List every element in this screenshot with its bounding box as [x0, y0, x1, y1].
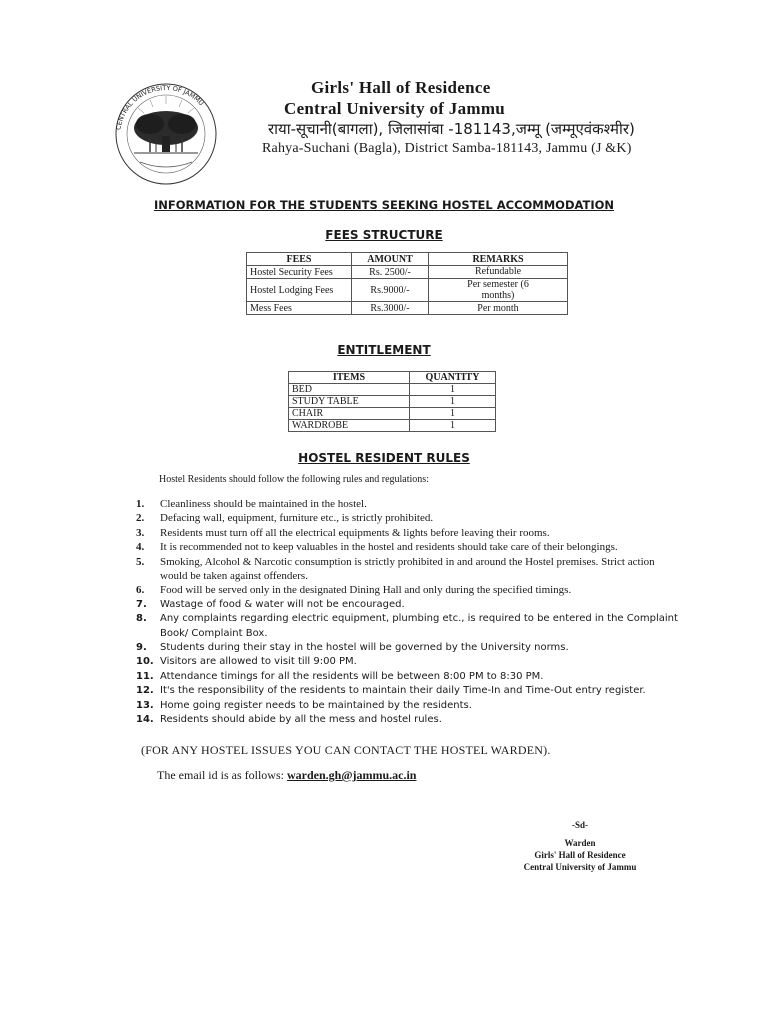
column-header: QUANTITY: [410, 372, 496, 384]
list-item: 13. Home going register needs to be maintained by the residents.: [136, 699, 472, 711]
fees-heading: FEES STRUCTURE: [325, 228, 443, 242]
fee-remarks: Per semester (6 months): [429, 279, 568, 302]
list-item: 1. Cleanliness should be maintained in the hostel.: [136, 498, 367, 510]
table-row: [247, 302, 568, 315]
rule-text: Cleanliness should be maintained in the hostel.: [160, 498, 367, 510]
email-link[interactable]: warden.gh@jammu.ac.in: [286, 768, 417, 782]
list-item: 2. Defacing wall, equipment, furniture etc., is strictly prohibited.: [136, 512, 434, 525]
fee-remarks: Refundable: [429, 266, 568, 279]
fee-name: Hostel Security Fees: [247, 266, 352, 279]
list-item: 6. Food will be served only in the designated Dining Hall and only during the specified timings.: [136, 584, 572, 597]
item-quantity: 1: [410, 420, 496, 432]
item-name: WARDROBE: [289, 420, 410, 432]
fee-amount: Rs.3000/-: [352, 302, 429, 315]
table-row: [289, 384, 496, 396]
fee-remarks: Per month: [429, 302, 568, 315]
list-item: 8. Any complaints regarding electric equipment, plumbing etc., is required to be entered in the Complaint Book/ Complaint Box.: [136, 613, 678, 639]
logo-text: CENTRAL UNIVERSITY OF JAMMU: [114, 83, 206, 131]
table-row: [289, 396, 496, 408]
list-item: 7. Wastage of food & water will not be encouraged.: [136, 598, 405, 610]
university-name: Central University of Jammu: [284, 99, 506, 118]
signatory-org: Girls' Hall of Residence: [534, 850, 626, 860]
signatory-university: Central University of Jammu: [523, 862, 637, 872]
list-item: 4. It is recommended not to keep valuables in the hostel and residents should take care of their belongings.: [136, 541, 618, 554]
column-header: FEES: [247, 253, 352, 266]
table-header-row: [289, 372, 496, 384]
fees-table: [246, 252, 568, 315]
list-item: 3. Residents must turn off all the electrical equipments & lights before leaving their rooms.: [136, 526, 550, 539]
item-name: STUDY TABLE: [289, 396, 410, 408]
rule-text: Attendance timings for all the residents will be between 8:00 PM to 8:30 PM.: [160, 670, 544, 682]
table-header-row: [247, 253, 568, 266]
rule-text: Residents must turn off all the electrical equipments & lights before leaving their rooms.: [160, 526, 550, 539]
rule-text: Home going register needs to be maintained by the residents.: [160, 699, 472, 711]
letterhead: [262, 78, 702, 158]
address-hindi: राया-सूचानी(बागला), जिलासांबा -181143,जम्मू (जम्मूएवंकश्मीर): [268, 120, 635, 138]
hall-name: Girls' Hall of Residence: [311, 78, 491, 97]
item-name: CHAIR: [289, 408, 410, 420]
table-row: [247, 279, 568, 302]
email-prefix: The email id is as follows:: [157, 768, 284, 782]
rule-text: Defacing wall, equipment, furniture etc., is strictly prohibited.: [160, 512, 434, 525]
list-item: 5. Smoking, Alcohol & Narcotic consumption is strictly prohibited in and around the Hostel premises. Strict action would be taken against offenders.: [136, 555, 655, 583]
item-quantity: 1: [410, 396, 496, 408]
rules-list: [130, 497, 680, 728]
rules-heading: HOSTEL RESIDENT RULES: [298, 451, 470, 465]
list-item: 14. Residents should abide by all the mess and hostel rules.: [136, 714, 442, 726]
rule-text: It is recommended not to keep valuables in the hostel and residents should take care of their belongings.: [160, 541, 618, 554]
signature-block: [500, 819, 660, 873]
list-item: 11. Attendance timings for all the residents will be between 8:00 PM to 8:30 PM.: [136, 670, 544, 682]
rule-text: Any complaints regarding electric equipment, plumbing etc., is required to be entered in the Complaint Book/ Complaint Box.: [160, 613, 678, 639]
table-row: [289, 420, 496, 432]
item-name: BED: [289, 384, 410, 396]
table-row: [289, 408, 496, 420]
list-item: 12. It's the responsibility of the residents to maintain their daily Time-In and Time-Out entry register.: [136, 685, 646, 697]
column-header: ITEMS: [289, 372, 410, 384]
fee-amount: Rs.9000/-: [352, 279, 429, 302]
item-quantity: 1: [410, 384, 496, 396]
email-line: [157, 768, 416, 783]
item-quantity: 1: [410, 408, 496, 420]
university-logo: [104, 74, 228, 186]
rule-text: Students during their stay in the hostel will be governed by the University norms.: [160, 642, 569, 654]
column-header: AMOUNT: [352, 253, 429, 266]
rule-text: Smoking, Alcohol & Narcotic consumption is strictly prohibited in and around the Hostel premises. Strict action would be taken against offenders.: [160, 555, 655, 583]
address-english: Rahya-Suchani (Bagla), District Samba-181143, Jammu (J &K): [262, 141, 632, 156]
table-row: [247, 266, 568, 279]
page-title: INFORMATION FOR THE STUDENTS SEEKING HOSTEL ACCOMMODATION: [153, 198, 615, 212]
entitlement-table: [288, 371, 496, 432]
contact-note: (FOR ANY HOSTEL ISSUES YOU CAN CONTACT THE HOSTEL WARDEN).: [141, 743, 551, 757]
rules-intro: Hostel Residents should follow the following rules and regulations:: [159, 474, 429, 485]
signature-mark: -Sd-: [571, 820, 588, 830]
rule-text: Wastage of food & water will not be encouraged.: [160, 598, 405, 610]
fee-name: Hostel Lodging Fees: [247, 279, 352, 302]
list-item: 9. Students during their stay in the hostel will be governed by the University norms.: [136, 642, 569, 654]
rule-text: Visitors are allowed to visit till 9:00 PM.: [160, 656, 357, 668]
fee-name: Mess Fees: [247, 302, 352, 315]
signatory-role: Warden: [564, 838, 596, 848]
rule-text: Residents should abide by all the mess and hostel rules.: [160, 714, 442, 726]
list-item: 10. Visitors are allowed to visit till 9:00 PM.: [136, 656, 357, 668]
entitlement-heading: ENTITLEMENT: [337, 343, 431, 357]
fee-amount: Rs. 2500/-: [352, 266, 429, 279]
rule-text: Food will be served only in the designated Dining Hall and only during the specified timings.: [160, 584, 572, 597]
rule-text: It's the responsibility of the residents to maintain their daily Time-In and Time-Out entry register.: [160, 685, 646, 697]
column-header: REMARKS: [429, 253, 568, 266]
